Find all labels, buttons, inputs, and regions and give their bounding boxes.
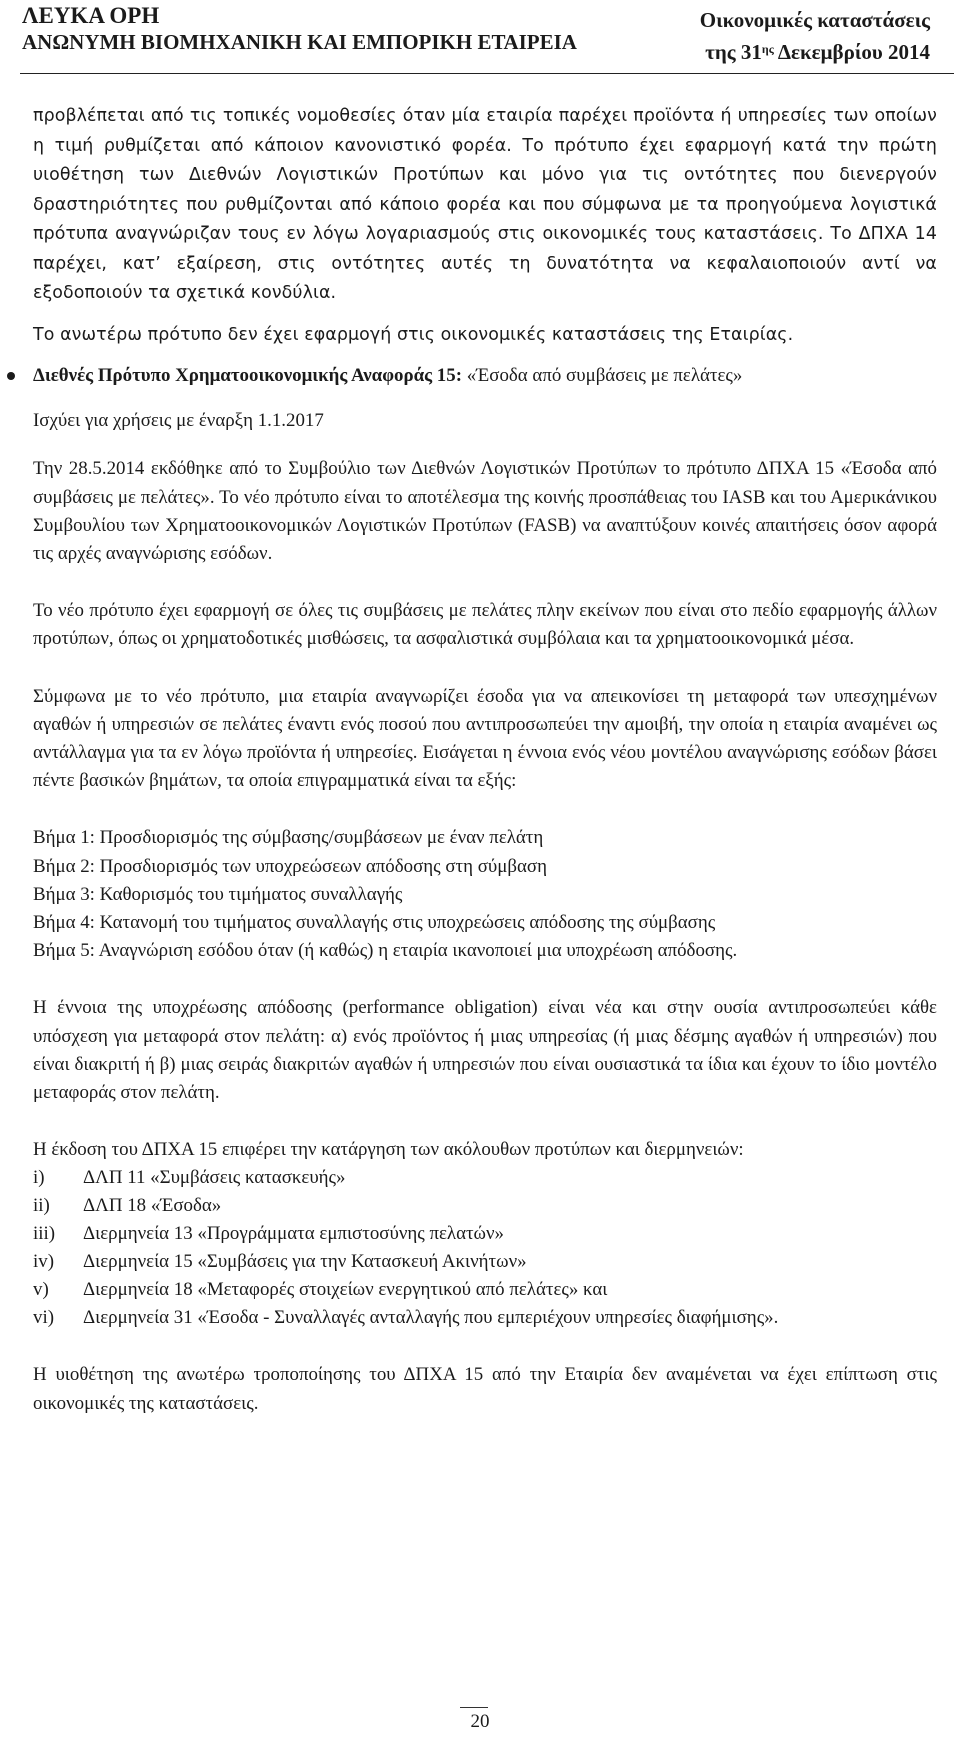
- page-number: 20: [470, 1711, 490, 1732]
- list-item: [33, 1276, 937, 1304]
- date-ordinal: ης: [761, 42, 774, 56]
- list-text: Διερμηνεία 18 «Μεταφορές στοιχείων ενεργητικού από πελάτες» και: [83, 1279, 608, 1301]
- list-item: [33, 1192, 937, 1220]
- header-divider: [20, 73, 954, 74]
- list-item: Βήμα 5: Αναγνώριση εσόδου όταν (ή καθώς) η εταιρία ικανοποιεί μια υποχρέωση απόδοσης.: [33, 940, 738, 962]
- paragraph-ifrs15-issuance: Την 28.5.2014 εκδόθηκε από το Συμβούλιο των Διεθνών Λογιστικών Προτύπων το πρότυπο ΔΠΧΑ 15 «Έσοδα από συμβάσεις με πελάτες». Το νέο πρότυπο είναι το αποτέλεσμα της κοινής προσπάθειας του IASB και του Αμερικάνικου Συμβουλίου των Χρηματοοικονομικών Λογιστικών Προτύπων (FASB) να αναπτύξουν κοινές απαιτήσεις όσον αφορά τις αρχές αναγνώρισης εσόδων.: [33, 458, 937, 565]
- paragraph-repealed-intro: Η έκδοση του ΔΠΧΑ 15 επιφέρει την κατάργηση των ακόλουθων προτύπων και διερμηνειών:: [33, 1139, 744, 1161]
- list-number: iii): [33, 1223, 56, 1245]
- five-steps-list: [33, 824, 937, 965]
- paragraph-ifrs15-scope: Το νέο πρότυπο έχει εφαρμογή σε όλες τις συμβάσεις με πελάτες πλην εκείνων που είναι στο πεδίο εφαρμογής άλλων προτύπων, όπως οι χρηματοδοτικές μισθώσεις, τα ασφαλιστικά συμβόλαια και τα χρηματοοικονομικά μέσα.: [33, 600, 937, 650]
- list-item: Βήμα 3: Καθορισμός του τιμήματος συναλλαγής: [33, 883, 403, 905]
- footer-divider: [460, 1707, 488, 1708]
- list-number: i): [33, 1167, 45, 1189]
- ifrs15-title: Διεθνές Πρότυπο Χρηματοοικονομικής Αναφοράς 15:: [33, 365, 462, 386]
- list-text: Διερμηνεία 13 «Προγράμματα εμπιστοσύνης πελατών»: [83, 1223, 504, 1245]
- list-text: ΔΛΠ 18 «Έσοδα»: [83, 1195, 222, 1217]
- date-suffix: Δεκεμβρίου 2014: [777, 40, 930, 64]
- list-number: v): [33, 1279, 49, 1301]
- document-title: Οικονομικές καταστάσεις: [699, 8, 930, 32]
- list-item: Βήμα 2: Προσδιορισμός των υποχρεώσεων απόδοσης στη σύμβαση: [33, 855, 547, 877]
- list-number: vi): [33, 1307, 54, 1329]
- bullet-icon: [7, 372, 15, 380]
- list-item: [33, 1164, 937, 1192]
- company-block: [22, 2, 577, 56]
- list-item: Βήμα 4: Κατανομή του τιμήματος συναλλαγής στις υποχρεώσεις απόδοσης της σύμβασης: [33, 912, 716, 934]
- list-item: [33, 1304, 937, 1332]
- paragraph-performance-obligation: Η έννοια της υποχρέωσης απόδοσης (performance obligation) είναι νέα και στην ουσία αντιπροσωπεύει κάθε υπόσχεση για μεταφορά στον πελάτη: α) ενός προϊόντος ή μιας υπηρεσίας (ή μιας δέσμης αγαθών ή υπηρεσιών) που είναι διακριτή ή β) μιας σειράς διακριτών αγαθών ή υπηρεσιών που είναι ουσιαστικά τα ίδια και έχουν το ίδιο μοντέλο μεταφοράς στον πελάτη.: [33, 997, 937, 1104]
- paragraph-adoption-impact: Η υιοθέτηση της ανωτέρω τροποποίησης του ΔΠΧΑ 15 από την Εταιρία δεν αναμένεται να έχει επίπτωση στις οικονομικές της καταστάσεις.: [33, 1364, 937, 1414]
- list-item: Βήμα 1: Προσδιορισμός της σύμβασης/συμβάσεων με έναν πελάτη: [33, 827, 544, 849]
- date-prefix: της 31: [705, 40, 762, 64]
- list-text: Διερμηνεία 15 «Συμβάσεις για την Κατασκευή Ακινήτων»: [83, 1251, 527, 1273]
- effective-date: Ισχύει για χρήσεις με έναρξη 1.1.2017: [33, 410, 324, 432]
- page-content: [33, 102, 937, 1418]
- repealed-standards-list: [33, 1164, 937, 1332]
- list-number: iv): [33, 1251, 54, 1273]
- list-number: ii): [33, 1195, 50, 1217]
- ifrs15-subtitle: «Έσοδα από συμβάσεις με πελάτες»: [462, 365, 743, 386]
- ifrs15-heading: [33, 362, 937, 390]
- list-item: [33, 1220, 937, 1248]
- page-header: [0, 0, 960, 70]
- paragraph-ifrs14-applicability: Το ανωτέρω πρότυπο δεν έχει εφαρμογή στις οικονομικές καταστάσεις της Εταιρίας.: [33, 324, 794, 345]
- list-text: ΔΛΠ 11 «Συμβάσεις κατασκευής»: [83, 1167, 346, 1189]
- list-item: [33, 1248, 937, 1276]
- company-legal-name: ΑΝΩΝΥΜΗ ΒΙΟΜΗΧΑΝΙΚΗ ΚΑΙ ΕΜΠΟΡΙΚΗ ΕΤΑΙΡΕΙΑ: [22, 30, 577, 54]
- list-text: Διερμηνεία 31 «Έσοδα - Συναλλαγές ανταλλαγής που εμπεριέχουν υπηρεσίες διαφήμισης».: [83, 1307, 779, 1329]
- document-title-block: [700, 6, 930, 67]
- paragraph-ifrs15-model: Σύμφωνα με το νέο πρότυπο, μια εταιρία αναγνωρίζει έσοδα για να απεικονίσει τη μεταφορά των υπεσχημένων αγαθών ή υπηρεσιών σε πελάτες έναντι ενός ποσού που αντιπροσωπεύει την αμοιβή, την οποία η εταιρία αναμένει ως αντάλλαγμα για τα εν λόγω προϊόντα ή υπηρεσίες. Εισάγεται η έννοια ενός νέου μοντέλου αναγνώρισης εσόδων βάσει πέντε βασικών βημάτων, τα οποία επιγραμματικά είναι τα εξής:: [33, 685, 937, 792]
- paragraph-ifrs14: προβλέπεται από τις τοπικές νομοθεσίες όταν μία εταιρία παρέχει προϊόντα ή υπηρεσίες των οποίων η τιμή ρυθμίζεται από κάποιον κανονιστικό φορέα. Το πρότυπο έχει εφαρμογή κατά την πρώτη υιοθέτηση των Διεθνών Λογιστικών Προτύπων και μόνο για τις οντότητες που διενεργούν δραστηριότητες που ρυθμίζονται από κάποιο φορέα και που σύμφωνα με τα προηγούμενα λογιστικά πρότυπα αναγνώριζαν τους εν λόγω λογαριασμούς στις οικονομικές τους καταστάσεις. Το ΔΠΧΑ 14 παρέχει, κατ’ εξαίρεση, στις οντότητες αυτές τη δυνατότητα να κεφαλαιοποιούν αντί να εξοδοποιούν τα σχετικά κονδύλια.: [33, 106, 937, 303]
- document-date: [700, 35, 930, 67]
- company-name: ΛΕΥΚΑ ΟΡΗ: [22, 3, 160, 28]
